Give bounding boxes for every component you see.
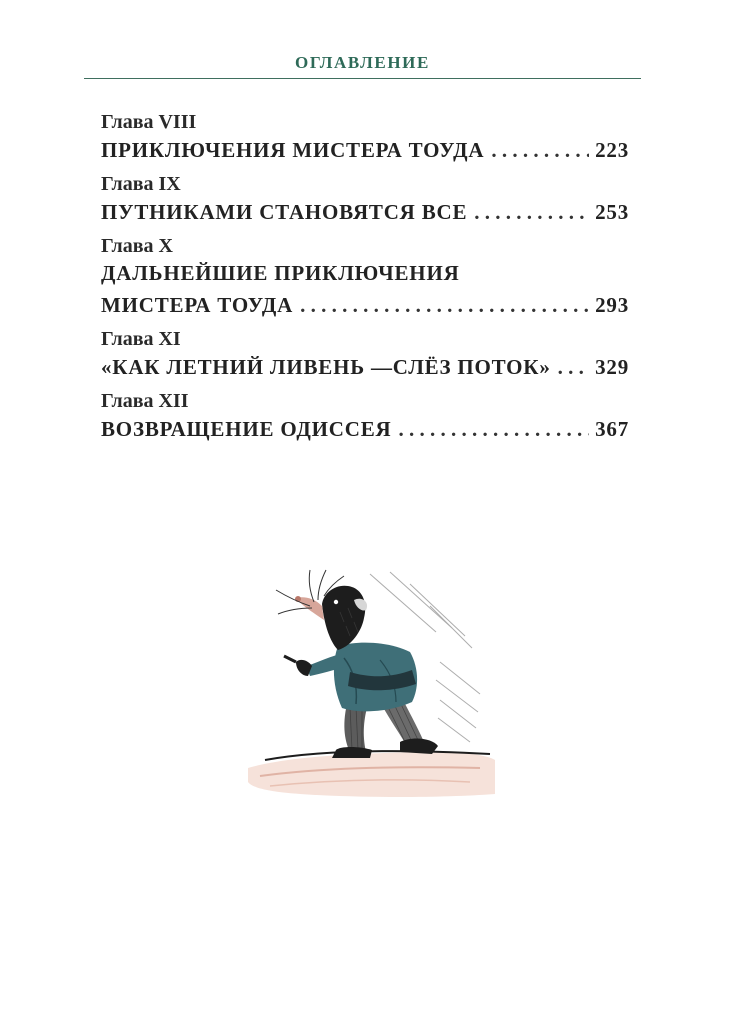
chapter-label: Глава XII bbox=[101, 390, 189, 412]
page-number: 329 bbox=[595, 355, 629, 379]
chapter-label: Глава X bbox=[101, 235, 173, 257]
chapter-title-row bbox=[101, 134, 629, 167]
page-number: 253 bbox=[595, 200, 629, 224]
chapter-label: Глава IX bbox=[101, 173, 181, 195]
toc-entry[interactable] bbox=[101, 327, 629, 384]
toc-entry[interactable] bbox=[101, 172, 629, 229]
chapter-title-row bbox=[101, 351, 629, 384]
chapter-title: ПУТНИКАМИ СТАНОВЯТСЯ ВСЕ bbox=[101, 200, 468, 224]
chapter-label: Глава XI bbox=[101, 328, 181, 350]
chapter-title: МИСТЕРА ТОУДА bbox=[101, 293, 294, 317]
chapter-title-row bbox=[101, 413, 629, 446]
table-of-contents bbox=[101, 110, 629, 446]
chapter-title-row bbox=[101, 289, 629, 322]
page-number: 293 bbox=[595, 293, 629, 317]
chapter-title-row bbox=[101, 196, 629, 229]
chapter-title: «КАК ЛЕТНИЙ ЛИВЕНЬ —СЛЁЗ ПОТОК» bbox=[101, 355, 551, 379]
dot-leader bbox=[558, 351, 589, 384]
chapter-title: ВОЗВРАЩЕНИЕ ОДИССЕЯ bbox=[101, 417, 392, 441]
page-title: ОГЛАВЛЕНИЕ bbox=[295, 53, 430, 72]
chapter-title-line: ДАЛЬНЕЙШИЕ ПРИКЛЮЧЕНИЯ bbox=[101, 261, 460, 285]
toc-entry[interactable] bbox=[101, 234, 629, 322]
chapter-title: ПРИКЛЮЧЕНИЯ МИСТЕРА ТОУДА bbox=[101, 138, 485, 162]
dot-leader bbox=[474, 196, 589, 229]
page-number: 367 bbox=[595, 417, 629, 441]
dot-leader bbox=[399, 413, 590, 446]
chapter-label: Глава VIII bbox=[101, 111, 197, 133]
page-header bbox=[84, 52, 641, 79]
mole-illustration bbox=[240, 562, 498, 800]
toc-entry[interactable] bbox=[101, 110, 629, 167]
page-number: 223 bbox=[595, 138, 629, 162]
dot-leader bbox=[491, 134, 589, 167]
dot-leader bbox=[300, 289, 589, 322]
toc-entry[interactable] bbox=[101, 389, 629, 446]
